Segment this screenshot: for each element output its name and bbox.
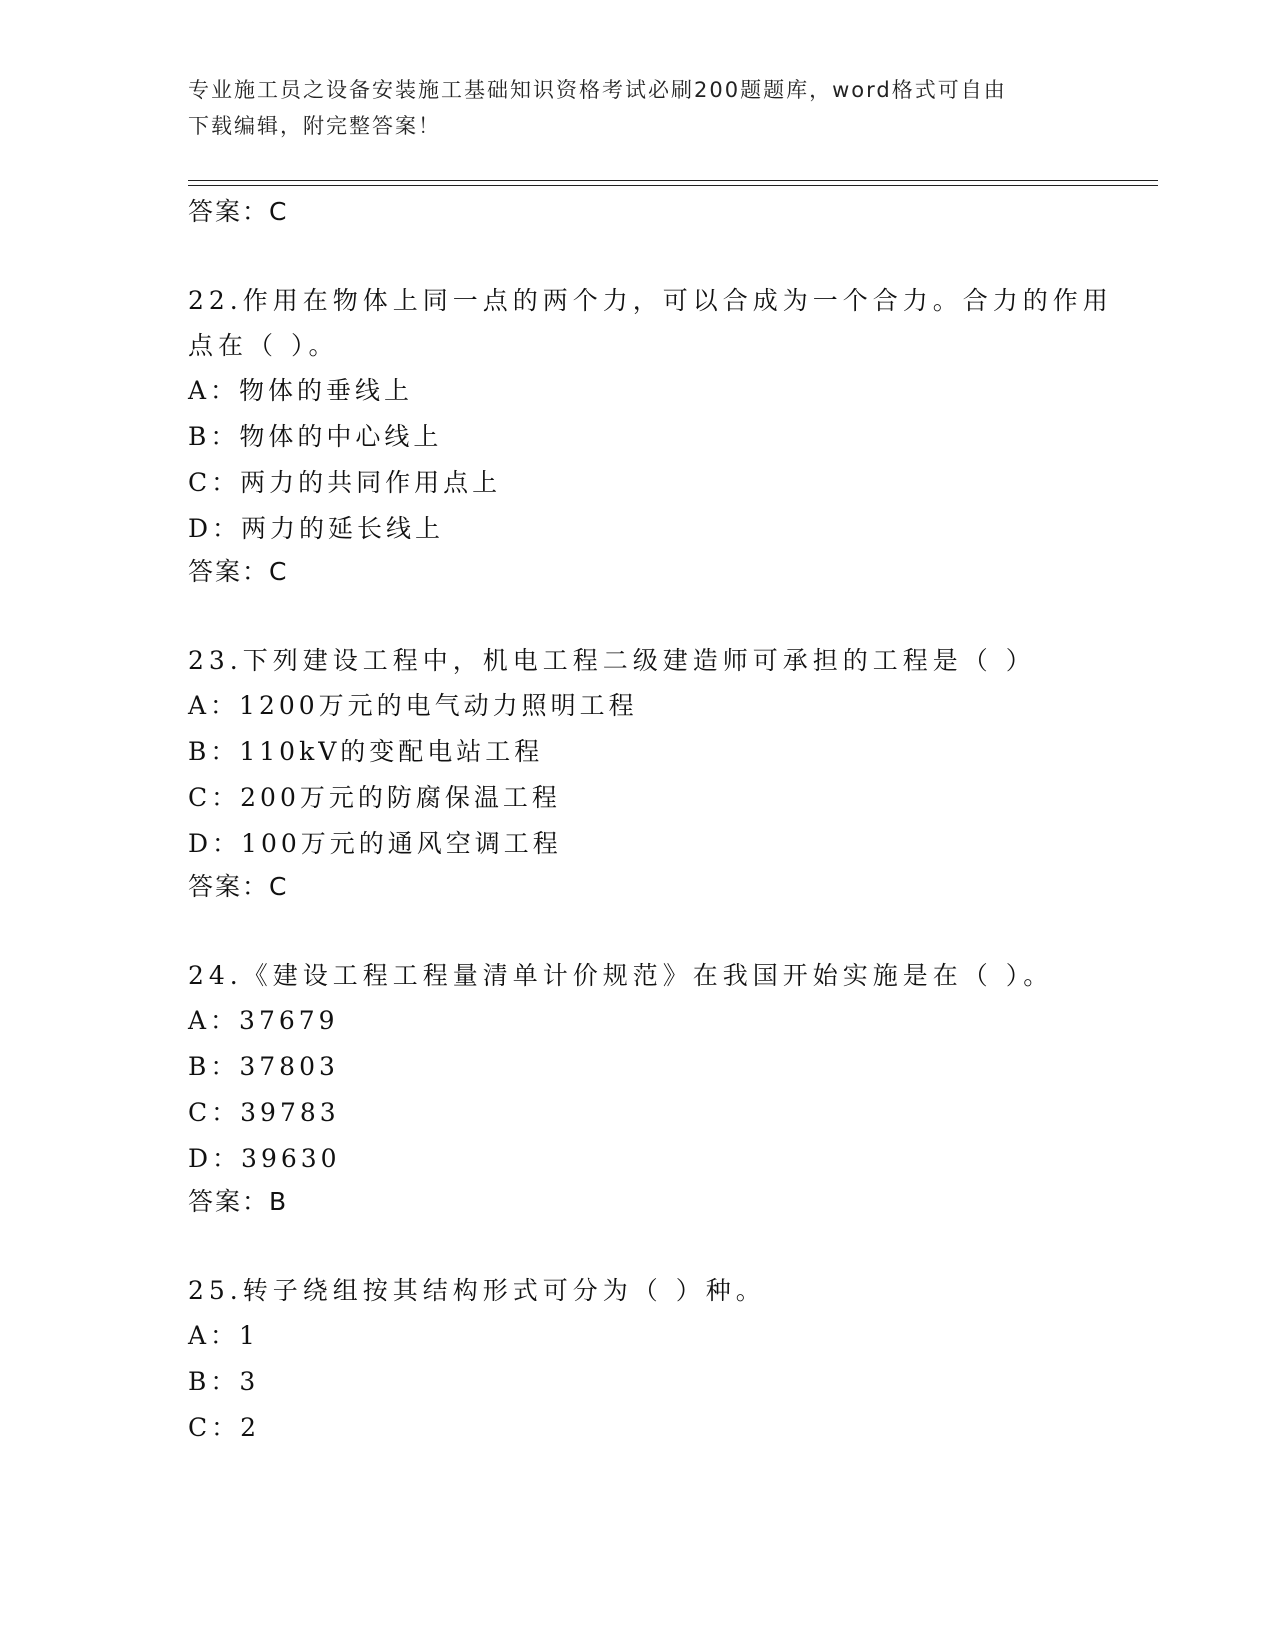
header-title-line-1: 专业施工员之设备安装施工基础知识资格考试必刷200题题库，word格式可自由 <box>188 78 1007 102</box>
header-divider-bottom <box>188 185 1158 186</box>
question-text: 25.转子绕组按其结构形式可分为（ ）种。 <box>188 1276 766 1305</box>
option-c: C：200万元的防腐保温工程 <box>188 783 561 812</box>
question-text: 24.《建设工程工程量清单计价规范》在我国开始实施是在（ ）。 <box>188 961 1054 990</box>
option-a: A：37679 <box>188 1006 339 1035</box>
question-25 <box>188 1268 1148 1451</box>
question-23 <box>188 638 1148 907</box>
question-text-continued: 点在（ ）。 <box>188 331 339 360</box>
question-22 <box>188 278 1148 592</box>
answer: 答案：B <box>188 1187 289 1216</box>
question-text: 22.作用在物体上同一点的两个力，可以合成为一个合力。合力的作用 <box>188 286 1113 315</box>
option-d: D：两力的延长线上 <box>188 514 445 543</box>
question-text: 23.下列建设工程中，机电工程二级建造师可承担的工程是（ ） <box>188 646 1036 675</box>
option-c: C：39783 <box>188 1098 340 1127</box>
option-b: B：3 <box>188 1367 260 1396</box>
header-divider-top <box>188 180 1158 181</box>
option-c: C：2 <box>188 1413 261 1442</box>
answer: 答案：C <box>188 872 289 901</box>
option-b: B：110kV的变配电站工程 <box>188 737 544 766</box>
question-24 <box>188 953 1148 1222</box>
option-c: C：两力的共同作用点上 <box>188 468 502 497</box>
question-list <box>188 192 1148 1451</box>
option-a: A：物体的垂线上 <box>188 376 414 405</box>
header-title-line-2: 下载编辑，附完整答案！ <box>188 114 441 138</box>
option-a: A：1 <box>188 1321 259 1350</box>
option-d: D：100万元的通风空调工程 <box>188 829 562 858</box>
document-header <box>188 72 1068 144</box>
option-b: B：37803 <box>188 1052 339 1081</box>
answer: 答案：C <box>188 557 289 586</box>
option-a: A：1200万元的电气动力照明工程 <box>188 691 638 720</box>
previous-answer: 答案：C <box>188 197 289 226</box>
option-b: B：物体的中心线上 <box>188 422 443 451</box>
option-d: D：39630 <box>188 1144 341 1173</box>
